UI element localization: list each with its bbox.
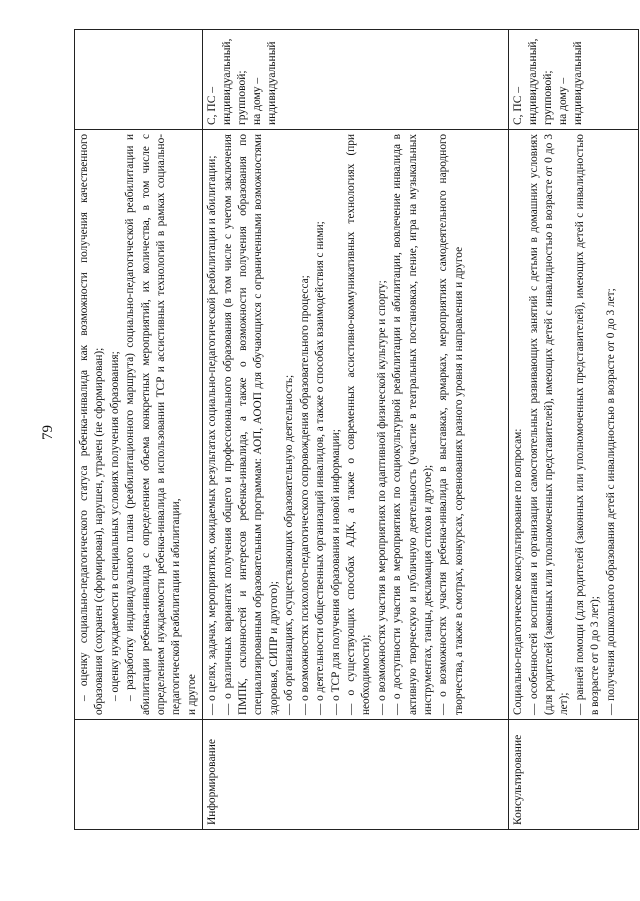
condition-line: групповой;: [542, 70, 555, 125]
condition-line: индивидуальный: [572, 41, 585, 125]
form-cell: Информирование: [203, 720, 509, 830]
form-cell: [75, 720, 203, 830]
content-line: — о различных вариантах получения общего и профессионального образования (в том числе с учетом заключения ПМПК, склонностей и интересов ребенка-инвалида, а также о возможности получения образования по специализированным образовательным программам: АОП, АООП для обучающихся с ограниченными возможностями здоровья, СИПР и другого);: [221, 134, 280, 715]
content-cell: [509, 130, 639, 720]
content-line: – оценку нуждаемости в специальных условиях получения образования;: [108, 351, 121, 701]
table-row: [203, 30, 509, 830]
content-line: — об организациях, осуществляющих образовательную деятельность;: [283, 374, 296, 715]
rehabilitation-table: [74, 29, 639, 830]
content-line: — о возможностях участия ребенка-инвалида в выставках, ярмарках, мероприятиях самодеятельного народного творчества, а также в смотрах, конкурсах, соревнованиях разного уровня и направления и другое: [437, 134, 465, 715]
condition-line: групповой;: [236, 70, 249, 125]
conditions-cell: [75, 30, 203, 130]
content-line: и другое: [185, 674, 198, 715]
content-line: – разработку индивидуального плана (реабилитационного маршрута) социально-педагогической реабилитации и абилитации ребенка-инвалида с определением объема конкретных мероприятий, их количества, в том числе с определением нуждаемости ребенка-инвалида в использовании ТСР и ассистивных технологий в рамках социально-педагогической реабилитации и абилитации,: [124, 134, 183, 715]
content-cell: [75, 130, 203, 720]
condition-line: индивидуальный,: [527, 38, 540, 125]
content-cell: [203, 130, 509, 720]
content-line: — получения дошкольного образования детей с инвалидностью в возрасте от 0 до 3 лет;: [604, 288, 617, 715]
content-line: — ранней помощи (для родителей (законных или уполномоченных представителей), имеющих детей с инвалидностью в возрасте от 0 до 3 лет);: [573, 134, 602, 715]
content-line: — особенностей воспитания и организации самостоятельных развивающих занятий с детьми в домашних условиях (для родителей (законных или уполномоченных представителей), имеющих детей с инвалидностью в возрасте от 0 до 3 лет);: [527, 134, 571, 715]
content-line: Социально-педагогическое консультирование по вопросам:: [512, 428, 525, 715]
content-line: — о целях, задачах, мероприятиях, ожидаемых результатах социально-педагогической реабилитации и абилитации;: [206, 155, 219, 715]
rotated-table-container: [74, 30, 634, 830]
conditions-cell: [203, 30, 509, 130]
condition-line: С, ПС –: [206, 86, 219, 125]
condition-line: индивидуальный,: [221, 38, 234, 125]
content-line: — о возможностях психолого-педагогического сопровождения образовательного процесса;: [298, 275, 311, 715]
conditions-cell: [509, 30, 639, 130]
content-line: — о ТСР для получения образования и новой информации;: [329, 429, 342, 715]
page-number: 79: [40, 425, 56, 440]
condition-line: С, ПС –: [512, 86, 525, 125]
form-cell: Консультирование: [509, 720, 639, 830]
table-row: [509, 30, 639, 830]
content-line: — о существующих способах АДК, а также о современных ассистивно-коммуникативных технологиях (при необходимости);: [344, 134, 373, 715]
condition-line: на дому –: [251, 77, 264, 125]
condition-line: индивидуальный: [266, 41, 279, 125]
table-row: [75, 30, 203, 830]
content-line: — о возможностях участия в мероприятиях по адаптивной физической культуре и спорту;: [375, 280, 388, 715]
content-line: — о деятельности общественных организаций инвалидов, а также о способах взаимодействия с ними;: [314, 221, 327, 715]
condition-line: на дому –: [557, 77, 570, 125]
content-line: – оценку социально-педагогического статуса ребенка-инвалида как возможности получения качественного образования (сохранен (сформирован), нарушен, утрачен (не сформирован);: [78, 134, 106, 715]
content-line: — о доступности участия в мероприятиях по социокультурной реабилитации и абилитации, вовлечение инвалида в активную творческую и публичную деятельность (участие в театральных постановках, пение, игра на музыкальных инструментах, танцы, декламация стихов и другое);: [391, 134, 434, 715]
